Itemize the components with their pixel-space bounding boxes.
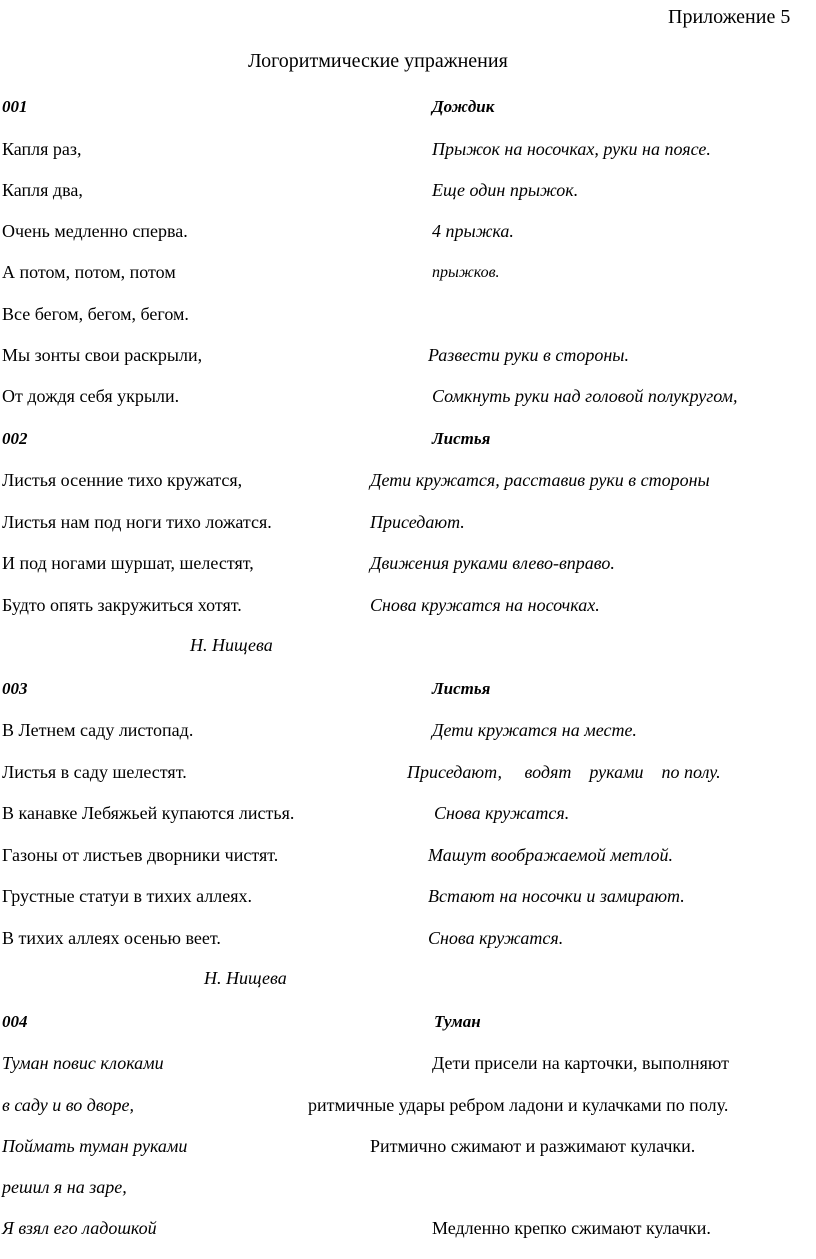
movement-line: Дети кружатся на месте. xyxy=(432,720,637,740)
verse-line: Капля два, xyxy=(2,180,83,200)
verse-line: В канавке Лебяжьей купаются листья. xyxy=(2,803,295,823)
movement-line: Приседают. xyxy=(370,512,465,532)
verse-line: Грустные статуи в тихих аллеях. xyxy=(2,886,252,906)
verse-line: И под ногами шуршат, шелестят, xyxy=(2,553,254,573)
movement-line: Машут воображаемой метлой. xyxy=(428,845,674,865)
exercise-title: Туман xyxy=(434,1012,481,1031)
verse-line: А потом, потом, потом xyxy=(2,262,176,282)
movement-line: Медленно крепко сжимают кулачки. xyxy=(432,1218,711,1238)
movement-line: ритмичные удары ребром ладони и кулачками по полу. xyxy=(308,1095,729,1115)
movement-line: Прыжок на носочках, руки на поясе. xyxy=(432,139,711,159)
verse-line: Мы зонты свои раскрыли, xyxy=(2,345,203,365)
verse-line: От дождя себя укрыли. xyxy=(2,386,180,406)
verse-line: Очень медленно сперва. xyxy=(2,221,188,241)
movement-line: Развести руки в стороны. xyxy=(428,345,629,365)
movement-line: Дети присели на карточки, выполняют xyxy=(432,1053,729,1073)
verse-line: Я взял его ладошкой xyxy=(2,1218,157,1238)
exercise-title: Дождик xyxy=(432,97,495,116)
verse-line: В Летнем саду листопад. xyxy=(2,720,194,740)
verse-line: решил я на заре, xyxy=(2,1177,127,1197)
movement-line: Сомкнуть руки над головой полукругом, xyxy=(432,386,738,406)
exercise-number: 001 xyxy=(2,97,28,116)
appendix-label: Приложение 5 xyxy=(668,6,791,28)
verse-line: в саду и во дворе, xyxy=(2,1095,134,1115)
verse-line: Будто опять закружиться хотят. xyxy=(2,595,242,615)
movement-line: Движения руками влево-вправо. xyxy=(370,553,615,573)
movement-line: Снова кружатся. xyxy=(428,928,564,948)
exercise-title: Листья xyxy=(432,429,491,448)
author-credit: Н. Нищева xyxy=(204,968,287,988)
movement-line: Снова кружатся. xyxy=(434,803,570,823)
movement-line: 4 прыжка. xyxy=(432,221,514,241)
exercise-number: 002 xyxy=(2,429,28,448)
exercise-number: 003 xyxy=(2,679,28,698)
exercise-number: 004 xyxy=(2,1012,28,1031)
movement-line: Еще один прыжок. xyxy=(432,180,579,200)
verse-line: В тихих аллеях осенью веет. xyxy=(2,928,221,948)
verse-line: Листья осенние тихо кружатся, xyxy=(2,470,243,490)
page-title: Логоритмические упражнения xyxy=(248,50,508,72)
movement-line: Снова кружатся на носочках. xyxy=(370,595,600,615)
movement-line: Ритмично сжимают и разжимают кулачки. xyxy=(370,1136,696,1156)
movement-line: прыжков. xyxy=(432,264,500,281)
verse-line: Газоны от листьев дворники чистят. xyxy=(2,845,279,865)
verse-line: Листья нам под ноги тихо ложатся. xyxy=(2,512,272,532)
exercise-title: Листья xyxy=(432,679,491,698)
movement-line: Дети кружатся, расставив руки в стороны xyxy=(370,470,710,490)
verse-line: Все бегом, бегом, бегом. xyxy=(2,304,189,324)
verse-line: Капля раз, xyxy=(2,139,82,159)
verse-line: Туман повис клоками xyxy=(2,1053,164,1073)
author-credit: Н. Нищева xyxy=(190,635,273,655)
verse-line: Поймать туман руками xyxy=(2,1136,188,1156)
movement-line: Приседают, водят руками по полу. xyxy=(407,762,721,782)
verse-line: Листья в саду шелестят. xyxy=(2,762,187,782)
movement-line: Встают на носочки и замирают. xyxy=(428,886,685,906)
